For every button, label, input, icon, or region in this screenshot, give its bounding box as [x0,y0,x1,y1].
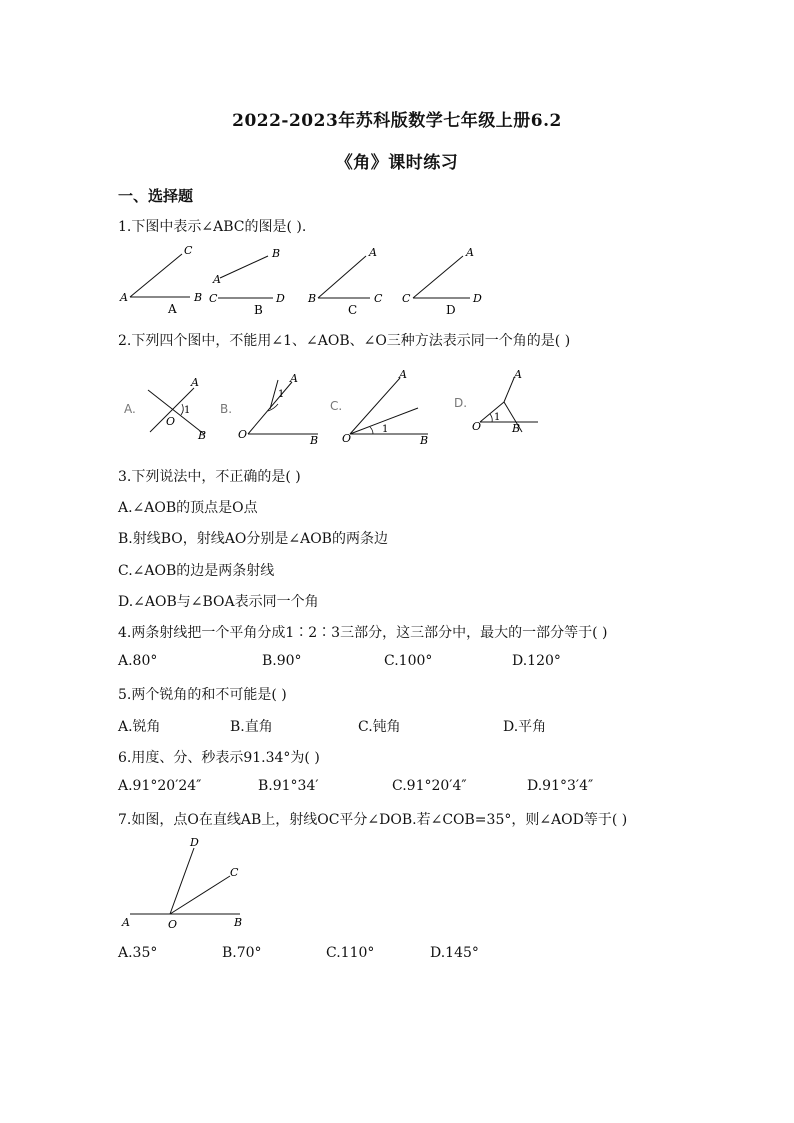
q6-option-d: D.91°3′4″ [527,778,594,794]
q7-option-d: D.145° [430,945,479,961]
q1-c-label-left: B [308,292,317,305]
question-5-text: 5.两个锐角的和不可能是( ) [118,687,287,703]
q6-option-a: A.91°20′24″ [118,778,202,794]
q2-d-caption: D. [454,396,468,410]
q1-d-caption: D [446,303,456,317]
q1-b-caption: B [254,303,263,317]
q1-d-label-left: C [402,292,411,305]
q4-option-d: D.120° [512,653,561,669]
q2-b-label-a: A [290,372,298,385]
q2-c-label-1: 1 [382,424,389,435]
q5-option-d: D.平角 [503,719,547,735]
q2-figure-c [330,368,428,446]
q7-label-c: C [230,866,239,879]
q1-figure-c [307,246,383,317]
q7-label-d: D [190,836,199,849]
q3-option-a: A.∠AOB的顶点是O点 [118,500,258,516]
q3-option-b: B.射线BO，射线AO分别是∠AOB的两条边 [118,531,388,547]
q5-option-b: B.直角 [230,719,273,735]
q2-b-label-1: 1 [278,389,285,400]
q1-a-caption: A [168,302,177,316]
q2-c-label-a: A [399,368,407,381]
q3-option-d: D.∠AOB与∠BOA表示同一个角 [118,594,319,610]
q7-option-c: C.110° [326,945,375,961]
q2-a-label-o: O [166,415,176,428]
q1-a-label-top: C [184,244,193,257]
q1-c-label-right: C [374,292,383,305]
question-2-text: 2.下列四个图中，不能用∠1、∠AOB、∠O三种方法表示同一个角的是( ) [118,333,571,349]
q2-d-label-b: B [512,422,521,435]
q1-b-label-bl: C [209,292,218,305]
q7-option-a: A.35° [118,945,158,961]
q3-option-c: C.∠AOB的边是两条射线 [118,563,275,579]
q4-option-c: C.100° [384,653,433,669]
q4-option-a: A.80° [118,653,158,669]
q2-a-label-a: A [191,376,199,389]
q2-a-caption: A. [124,402,136,416]
page-title-line1: 2022-2023年苏科版数学七年级上册6.2 [232,111,562,131]
q1-figure-d [402,246,482,317]
q7-label-b: B [234,916,243,929]
q2-b-label-b: B [310,434,319,446]
question-7-figure [118,832,258,932]
q1-b-label-br: D [276,292,285,305]
q1-figure-b [209,247,285,317]
page-title-line2: 《角》课时练习 [335,153,459,173]
question-6-text: 6.用度、分、秒表示91.34°为( ) [118,750,320,766]
q2-d-label-1: 1 [494,412,501,423]
q2-d-label-a: A [514,368,522,381]
question-3-text: 3.下列说法中，不正确的是( ) [118,469,301,485]
q1-b-label-left: A [213,273,221,286]
question-1-figures [110,240,530,320]
q6-option-b: B.91°34′ [258,778,319,794]
q1-d-label-right: D [473,292,482,305]
question-4-text: 4.两条射线把一个平角分成1∶2∶3三部分，这三部分中，最大的一部分等于( ) [118,625,608,641]
q7-label-o: O [168,918,178,931]
q7-label-a: A [122,916,130,929]
question-1-text: 1.下图中表示∠ABC的图是( ). [118,219,307,235]
q2-c-caption: C. [330,399,343,413]
question-2-figures [118,364,548,446]
q2-b-label-o: O [238,428,248,441]
q1-c-caption: C [348,303,358,317]
q1-b-label-top: B [272,247,281,260]
q2-a-label-b: B [198,429,207,442]
q1-figure-a [119,244,202,316]
q6-option-c: C.91°20′4″ [392,778,467,794]
q2-figure-b [220,372,318,446]
q1-c-label-top: A [369,246,377,259]
q4-option-b: B.90° [262,653,302,669]
q1-a-label-left: A [120,291,128,304]
q1-a-label-right: B [194,291,203,304]
q5-option-a: A.锐角 [118,719,161,735]
q2-d-label-o: O [472,420,482,433]
q2-figure-d [454,368,538,435]
q2-c-label-o: O [342,432,352,445]
q7-option-b: B.70° [222,945,262,961]
q1-d-label-top: A [466,246,474,259]
section-heading: 一、选择题 [118,187,194,205]
q2-c-label-b: B [420,434,429,446]
q2-a-label-1: 1 [184,405,191,416]
q2-figure-a [124,376,206,442]
q2-b-caption: B. [220,402,233,416]
question-7-text: 7.如图，点O在直线AB上，射线OC平分∠DOB.若∠COB=35°，则∠AOD等于( ) [118,812,628,828]
q5-option-c: C.钝角 [358,719,401,735]
